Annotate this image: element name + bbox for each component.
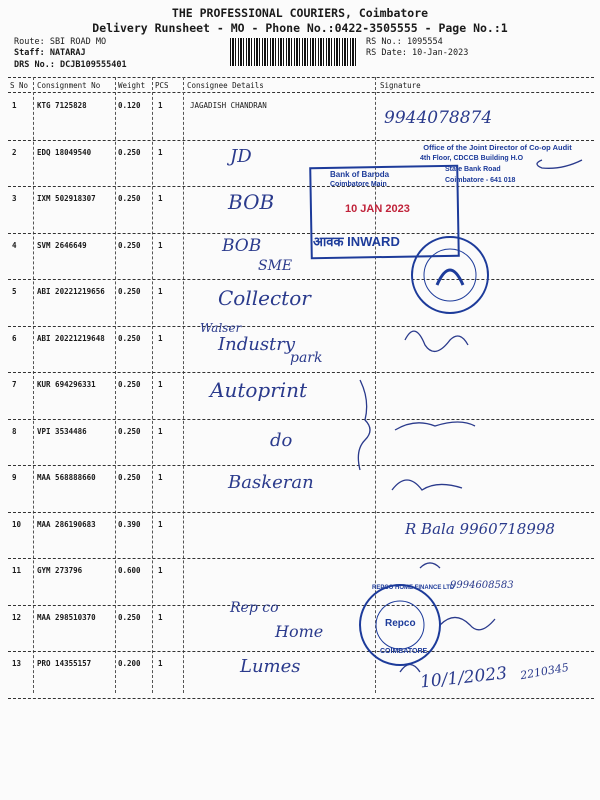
hw-r12b: Home — [275, 622, 324, 641]
hw-r6c: park — [290, 350, 323, 366]
stamp-bob-date: 10 JAN 2023 — [345, 203, 410, 215]
hw-r7: Autoprint — [210, 378, 308, 402]
row-sno: 10 — [12, 519, 22, 529]
row-consignment: VPI 3534486 — [37, 426, 87, 436]
row-weight: 0.250 — [118, 287, 141, 296]
row-pcs: 1 — [158, 426, 163, 436]
hw-r4: BOB — [222, 236, 262, 256]
row-sno: 8 — [12, 426, 17, 436]
staff-text: Staff: NATARAJ — [14, 48, 86, 58]
hw-num: 2210345 — [519, 660, 570, 683]
hw-r13: Lumes — [240, 656, 301, 677]
row-pcs: 1 — [158, 240, 163, 250]
hw-r9: Baskeran — [228, 472, 314, 493]
row-consignment: ABI 20221219648 — [37, 333, 105, 343]
row-consignment: PRO 14355157 — [37, 659, 92, 668]
hw-sig10: R Bala 9960718998 — [405, 520, 555, 538]
hw-sig11: 9994608583 — [450, 580, 514, 591]
hw-r8: do — [270, 430, 293, 451]
col-header-consignment: Consignment No — [37, 81, 101, 90]
bank-seal-icon — [405, 230, 495, 320]
row-weight: 0.390 — [118, 519, 141, 529]
row-weight: 0.250 — [118, 333, 141, 343]
row-weight: 0.250 — [118, 473, 141, 482]
hw-r6b: Industry — [218, 334, 296, 355]
row-pcs: 1 — [158, 194, 163, 203]
company-title: THE PROFESSIONAL COURIERS, Coimbatore — [171, 6, 429, 20]
runsheet-subtitle: Delivery Runsheet - MO - Phone No.:0422-3505555 - Page No.:1 — [92, 21, 508, 35]
row-sno: 11 — [12, 566, 22, 575]
row-sno: 6 — [12, 333, 17, 343]
col-header-pcs: PCS — [155, 81, 169, 90]
row-pcs: 1 — [158, 612, 163, 622]
stamp-coop-2: 4th Floor, CDCCB Building H.O — [420, 155, 524, 162]
row-consignment: SVM 2646649 — [37, 240, 87, 250]
row-pcs: 1 — [158, 101, 163, 110]
row-weight: 0.120 — [118, 101, 141, 110]
row-sno: 13 — [12, 659, 22, 668]
stamp-repco-1: REPCO HOME FINANCE LTD — [372, 585, 455, 591]
stamp-repco-3: COIMBATORE — [380, 648, 428, 655]
row-sno: 12 — [12, 612, 22, 622]
row-pcs: 1 — [158, 333, 163, 343]
stamp-coop-3: State Bank Road — [445, 166, 501, 173]
hw-date: 10/1/2023 — [419, 663, 508, 693]
row-weight: 0.250 — [118, 426, 141, 436]
row-weight: 0.250 — [118, 612, 141, 622]
hw-r4b: SME — [258, 258, 293, 274]
col-header-sno: S No — [10, 81, 29, 90]
row-consignee: JAGADISH CHANDRAN — [190, 101, 267, 110]
row-consignment: KUR 694296331 — [37, 380, 96, 389]
row-weight: 0.600 — [118, 566, 141, 575]
stamp-repco-2: Repco — [385, 618, 416, 629]
row-consignment: KTG 7125828 — [37, 101, 87, 110]
row-weight: 0.250 — [118, 147, 141, 157]
row-pcs: 1 — [158, 566, 163, 575]
hw-r5: Collector — [218, 286, 311, 310]
row-consignment: IXM 502918307 — [37, 194, 96, 203]
col-header-signature: Signature — [380, 81, 421, 90]
row-weight: 0.250 — [118, 194, 141, 203]
row-sno: 7 — [12, 380, 17, 389]
row-consignment: MAA 298510370 — [37, 612, 96, 622]
row-sno: 3 — [12, 194, 17, 203]
row-pcs: 1 — [158, 473, 163, 482]
hw-sig1: 9944078874 — [384, 108, 493, 128]
row-consignment: MAA 286190683 — [37, 519, 96, 529]
row-consignment: GYM 273796 — [37, 566, 83, 575]
row-consignment: MAA 568888660 — [37, 473, 96, 482]
row-sno: 9 — [12, 473, 17, 482]
row-weight: 0.250 — [118, 380, 141, 389]
row-pcs: 1 — [158, 147, 163, 157]
row-weight: 0.250 — [118, 240, 141, 250]
route-text: Route: SBI ROAD MO — [14, 37, 107, 47]
stamp-coop-4: Coimbatore - 641 018 — [445, 177, 516, 184]
stamp-bob-2: Coimbatore Main — [330, 181, 387, 188]
row-sno: 2 — [12, 147, 17, 157]
hw-r6a: Walser — [200, 321, 242, 335]
row-sno: 5 — [12, 287, 17, 296]
row-pcs: 1 — [158, 380, 163, 389]
col-header-weight: Weight — [118, 81, 146, 90]
row-consignment: ABI 20221219656 — [37, 287, 105, 296]
hw-r12a: Rep co — [230, 600, 279, 616]
row-pcs: 1 — [158, 519, 163, 529]
col-header-consignee: Consignee Details — [187, 81, 264, 90]
row-consignment: EDQ 18049540 — [37, 147, 92, 157]
drs-text: DRS No.: DCJB109555401 — [14, 60, 127, 70]
stamp-inward: आवक INWARD — [313, 234, 400, 249]
row-sno: 4 — [12, 240, 17, 250]
row-pcs: 1 — [158, 287, 163, 296]
hw-r3: BOB — [228, 190, 275, 214]
rs-date: RS Date: 10-Jan-2023 — [366, 48, 469, 58]
row-pcs: 1 — [158, 659, 163, 668]
stamp-coop-1: Office of the Joint Director of Co-op Audit — [423, 143, 572, 152]
hw-r2: JD — [230, 146, 252, 167]
stamp-bob-1: Bank of Baroda — [330, 170, 390, 179]
row-weight: 0.200 — [118, 659, 141, 668]
row-sno: 1 — [12, 101, 17, 110]
rs-no: RS No.: 1095554 — [366, 37, 443, 47]
